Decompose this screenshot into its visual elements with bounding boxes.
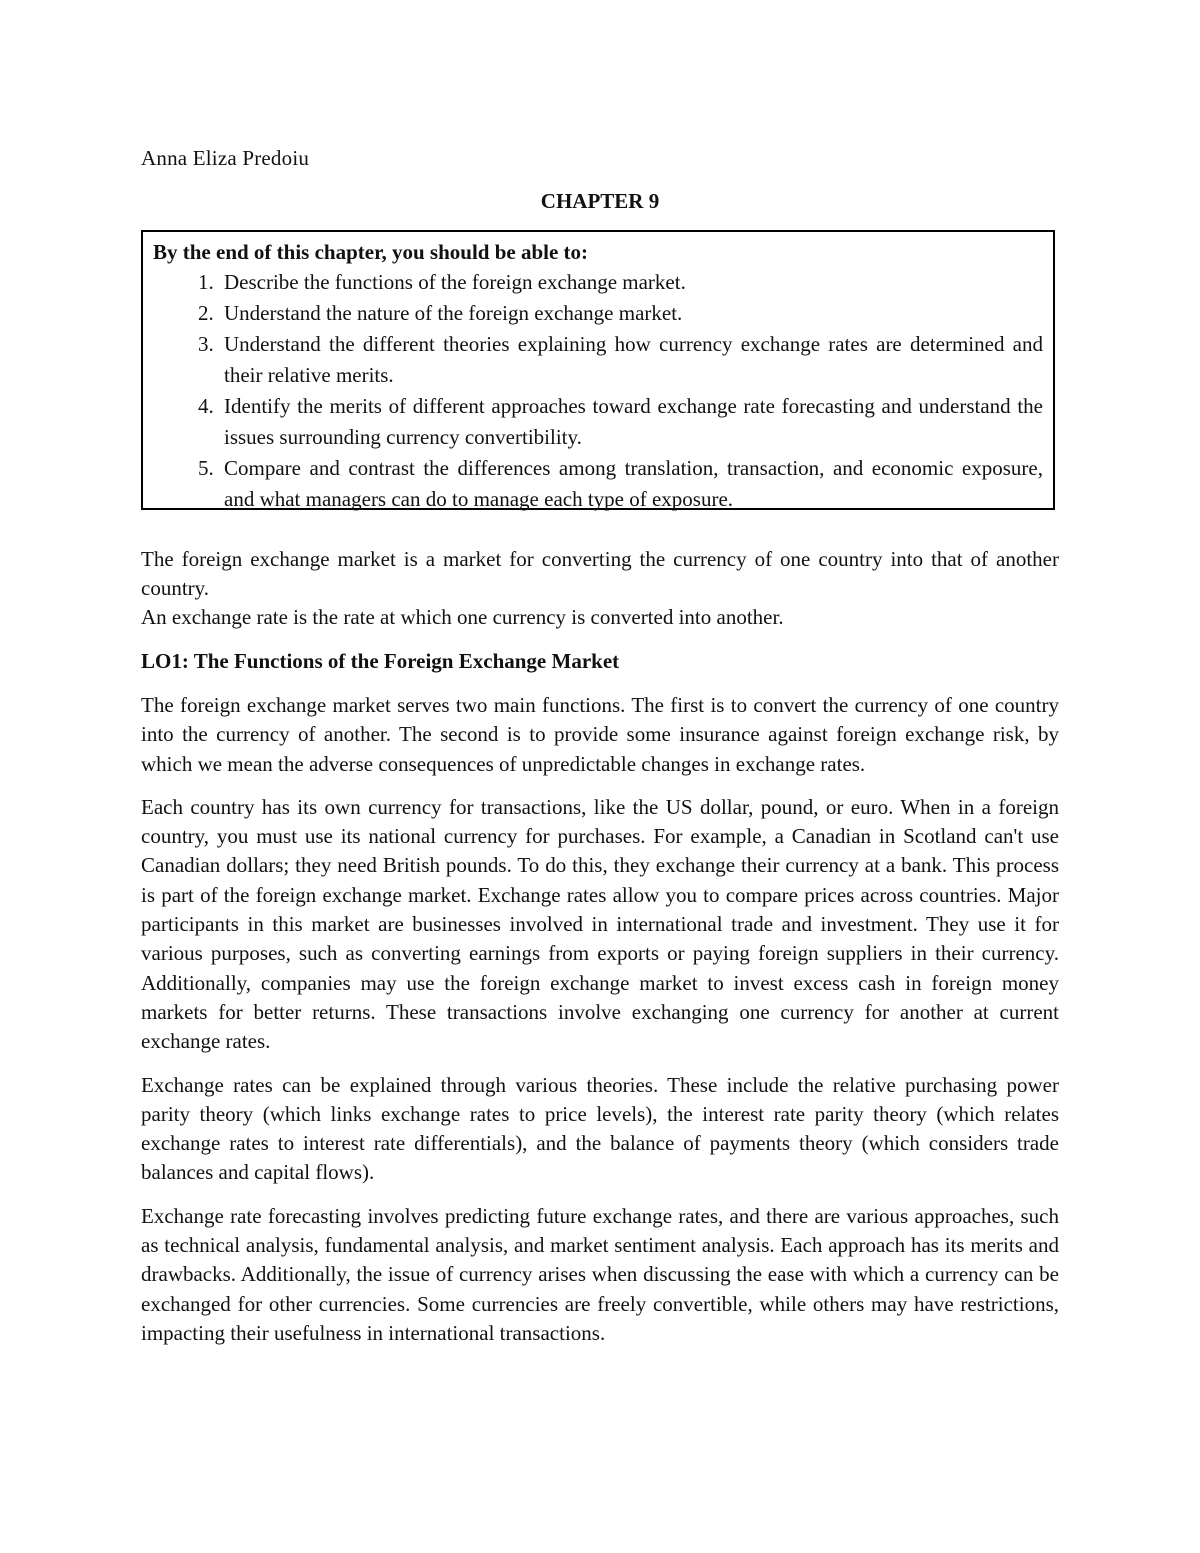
- body-text: [141, 691, 1059, 1362]
- objective-item: [153, 391, 1043, 453]
- body-paragraph: Exchange rates can be explained through various theories. These include the relative purchasing power parity theory (which links exchange rates to price levels), the interest rate parity theory (which relates exchange rates to interest rate differentials), and the balance of payments theory (which considers trade balances and capital flows).: [141, 1072, 1059, 1185]
- objective-text: Understand the nature of the foreign exchange market.: [224, 301, 683, 325]
- body-paragraph: The foreign exchange market serves two main functions. The first is to convert the currency of one country into the currency of another. The second is to provide some insurance against foreign exchange risk, by which we mean the adverse consequences of unpredictable changes in exchange rates.: [141, 693, 1059, 776]
- objective-item: [153, 329, 1043, 391]
- objective-item: [153, 298, 1043, 329]
- objective-number: 2.: [198, 301, 214, 325]
- intro-definition-market: The foreign exchange market is a market for converting the currency of one country into that of another country.: [141, 547, 1059, 600]
- body-paragraph: Exchange rate forecasting involves predicting future exchange rates, and there are various approaches, such as technical analysis, fundamental analysis, and market sentiment analysis. Each approach has its merits and drawbacks. Additionally, the issue of currency arises when discussing the ease with which a currency can be exchanged for other currencies. Some currencies are freely convertible, while others may have restrictions, impacting their usefulness in international transactions.: [141, 1203, 1059, 1345]
- objective-number: 5.: [198, 456, 214, 480]
- objective-number: 1.: [198, 270, 214, 294]
- objective-text: Compare and contrast the differences among translation, transaction, and economic exposure, and what managers can do to manage each type of exposure.: [224, 456, 1043, 511]
- objective-number: 4.: [198, 394, 214, 418]
- objective-number: 3.: [198, 332, 214, 356]
- body-paragraph: Each country has its own currency for transactions, like the US dollar, pound, or euro. When in a foreign country, you must use its national currency for purchases. For example, a Canadian in Scotland can't use Canadian dollars; they need British pounds. To do this, they exchange their currency at a bank. This process is part of the foreign exchange market. Exchange rates allow you to compare prices across countries. Major participants in this market are businesses involved in international trade and investment. They use it for various purposes, such as converting earnings from exports or paying foreign suppliers in their currency. Additionally, companies may use the foreign exchange market to invest excess cash in foreign money markets for better returns. These transactions involve exchanging one currency for another at current exchange rates.: [141, 794, 1059, 1054]
- objective-text: Identify the merits of different approaches toward exchange rate forecasting and understand the issues surrounding currency convertibility.: [224, 394, 1043, 449]
- objective-item: [153, 267, 1043, 298]
- objectives-list: [153, 267, 1043, 515]
- objective-text: Describe the functions of the foreign exchange market.: [224, 270, 686, 294]
- objectives-heading: By the end of this chapter, you should be able to:: [153, 240, 589, 264]
- intro-definition-rate: An exchange rate is the rate at which one currency is converted into another.: [141, 605, 784, 629]
- intro-block: [141, 545, 1059, 632]
- objective-text: Understand the different theories explaining how currency exchange rates are determined and their relative merits.: [224, 332, 1043, 387]
- author-name: Anna Eliza Predoiu: [141, 146, 310, 170]
- learning-objectives-box: [141, 230, 1055, 510]
- objective-item: [153, 453, 1043, 515]
- chapter-title: CHAPTER 9: [540, 189, 660, 213]
- section-heading: LO1: The Functions of the Foreign Exchange Market: [141, 649, 620, 673]
